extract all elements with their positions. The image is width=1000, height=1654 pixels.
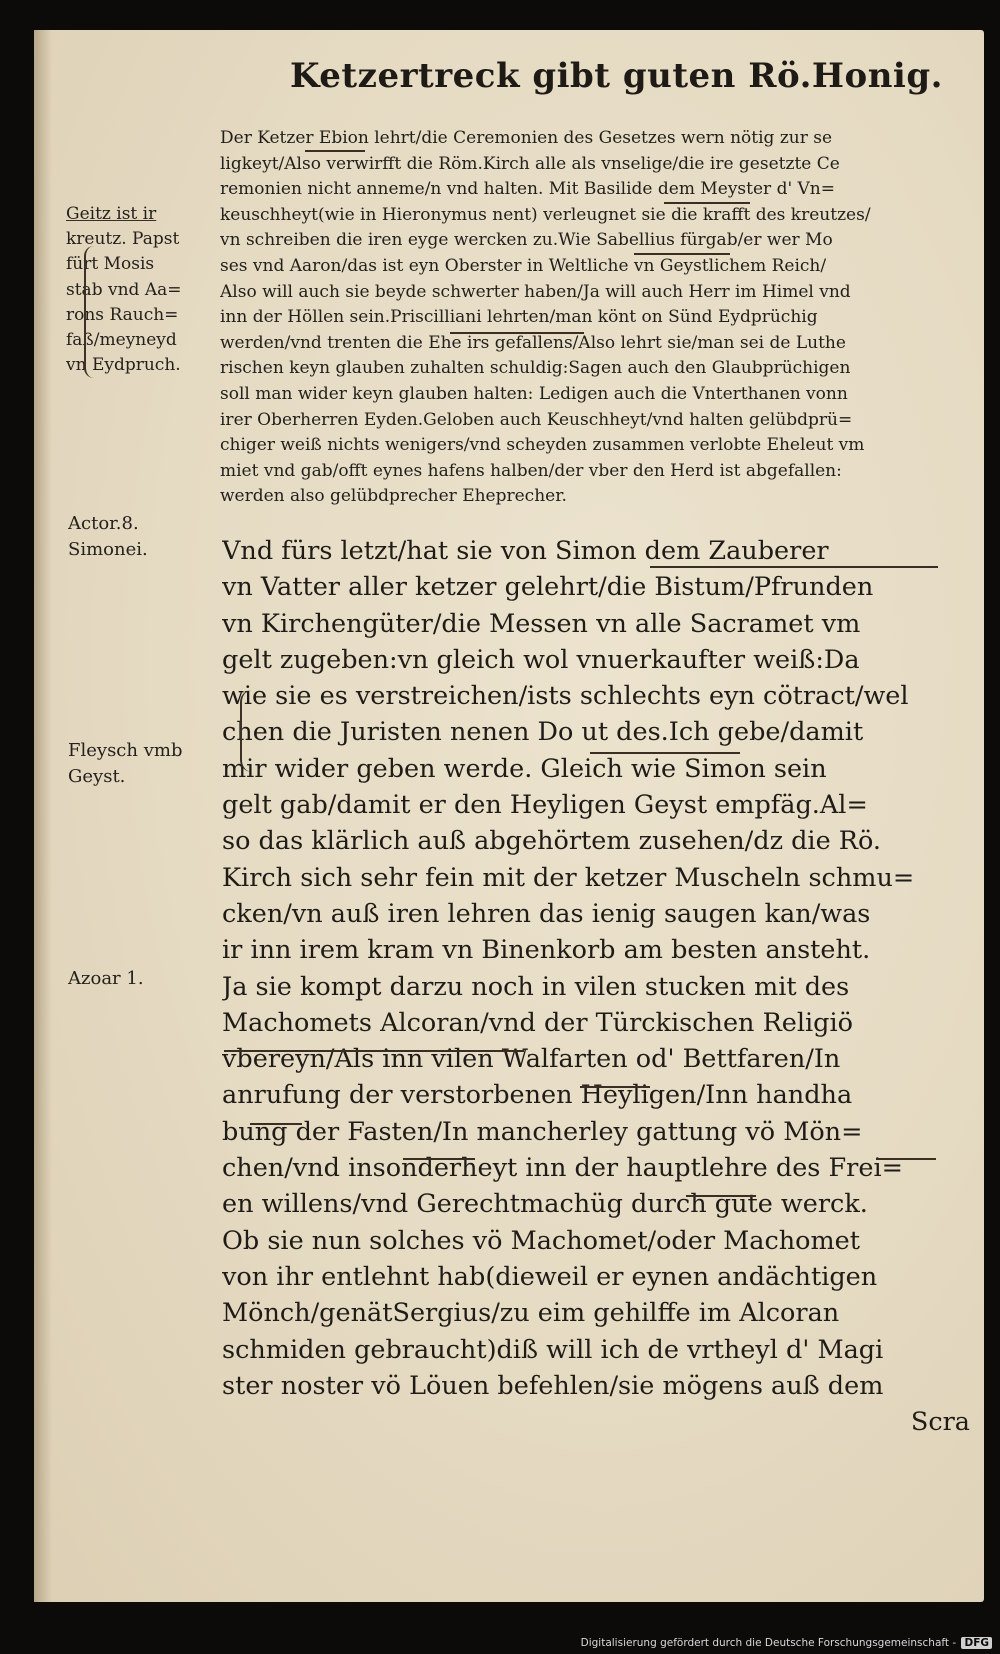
handwritten-brace: [240, 690, 252, 772]
ink-underline-ebion: [305, 150, 365, 152]
text-line: Vnd fürs letzt/hat sie von Simon dem Zauberer: [222, 536, 829, 566]
text-line: vbereyn/Als inn vilen Walfarten od' Bettfaren/In: [222, 1044, 841, 1075]
text-line: Ja sie kompt darzu noch in vilen stucken mit des: [222, 971, 850, 1002]
ink-underline-haupt: [686, 1195, 756, 1197]
text-line: vn Kirchengüter/die Messen vn alle Sacramet vm: [222, 608, 861, 639]
text-line: soll man wider keyn glauben halten: Ledigen auch die Vnterthanen vonn: [220, 383, 848, 404]
ink-underline-moenchen: [876, 1158, 936, 1160]
text-line: keuschheyt(wie in Hieronymus nent) verleugnet sie die krafft des kreutzes/: [220, 204, 871, 225]
text-line: von ihr entlehnt hab(dieweil er eynen andächtigen: [222, 1261, 878, 1292]
text-line: ir inn irem kram vn Binenkorb am besten ansteht.: [222, 935, 871, 966]
text-line: Mönch/genätSergius/zu eim gehilffe im Alcoran: [222, 1298, 840, 1329]
text-line: chen/vnd insonderheyt inn der hauptlehre des Frei=: [222, 1153, 903, 1184]
text-line: Der Ketzer Ebion lehrt/die Ceremonien des Gesetzes wern nötig zur se: [220, 128, 833, 148]
text-line: inn der Höllen sein.Priscilliani lehrten/man könt on Sünd Eydprüchig: [220, 307, 818, 328]
text-line: gelt gab/damit er den Heyligen Geyst empfäg.Al=: [222, 790, 868, 821]
text-line: werden/vnd trenten die Ehe irs gefallens/Also lehrt sie/man sei de Luthe: [220, 332, 846, 353]
text-line: chiger weiß nichts wenigers/vnd scheyden zusammen verlobte Eheleut vm: [220, 435, 865, 456]
marginal-note-fleysch: [68, 738, 228, 790]
text-line: ligkeyt/Also verwirfft die Röm.Kirch alle als vnselige/die ire gesetzte Ce: [220, 153, 840, 174]
ink-underline-priscilliani: [450, 332, 584, 334]
marginal-note-actor: [68, 511, 228, 563]
ink-underline-fasten: [403, 1158, 475, 1160]
dfg-logo: DFG: [961, 1637, 992, 1649]
marginal-line: fürt Mosis: [66, 254, 155, 275]
ink-underline-sabellius: [634, 253, 730, 255]
marginal-line: Simonei.: [68, 539, 148, 560]
marginal-line: stab vnd Aa=: [66, 279, 182, 300]
marginal-line: vn Eydpruch.: [66, 355, 181, 376]
marginal-note-azoar: [68, 966, 228, 992]
text-line: Also will auch sie beyde schwerter haben/Ja will auch Herr im Himel vnd: [220, 281, 851, 302]
text-line: vn Vatter aller ketzer gelehrt/die Bistum/Pfrunden: [222, 572, 874, 603]
text-line: Machomets Alcoran/vnd der Türckischen Religiö: [222, 1007, 854, 1038]
text-line: gelt zugeben:vn gleich wol vnuerkaufter weiß:Da: [222, 644, 860, 675]
text-line: ses vnd Aaron/das ist eyn Oberster in Weltliche vn Geystlichem Reich/: [220, 255, 827, 276]
marginal-line: faß/meyneyd: [66, 330, 177, 351]
text-line: irer Oberherren Eyden.Geloben auch Keuschheyt/vnd halten gelübdprü=: [220, 409, 853, 430]
footer-credit-text: Digitalisierung gefördert durch die Deutsche Forschungsgemeinschaft -: [580, 1637, 957, 1649]
text-line: ster noster vö Löuen befehlen/sie mögens auß dem: [222, 1370, 884, 1401]
footer-credit: [581, 1637, 992, 1649]
text-line: mir wider geben werde. Gleich wie Simon sein: [222, 753, 827, 784]
text-line: so das klärlich auß abgehörtem zusehen/dz die Rö.: [222, 826, 881, 857]
text-line: wie sie es verstreichen/ists schlechts eyn cötract/wel: [222, 681, 909, 712]
catchword: Scra: [910, 1407, 970, 1438]
main-text-small-block: [220, 126, 970, 510]
marginal-line: Azoar 1.: [68, 968, 144, 989]
running-head: Ketzertreck gibt guten Rö.Honig.: [290, 56, 943, 96]
text-line: en willens/vnd Gerechtmachüg durch gute werck.: [222, 1189, 868, 1220]
ink-underline-basilide: [664, 202, 750, 204]
marginal-line: kreutz. Papst: [66, 229, 180, 250]
text-line: Ob sie nun solches vö Machomet/oder Machomet: [222, 1225, 861, 1256]
text-line: rischen keyn glauben zuhalten schuldig:Sagen auch den Glaubprüchigen: [220, 358, 851, 379]
text-line: cken/vn auß iren lehren das ienig saugen kan/was: [222, 898, 871, 929]
ink-underline-walfarten: [580, 1086, 650, 1088]
text-line: Kirch sich sehr fein mit der ketzer Muscheln schmu=: [222, 862, 915, 893]
ink-underline-machomets: [224, 1050, 524, 1052]
text-line: miet vnd gab/offt eynes hafens halben/der vber den Herd ist abgefallen:: [220, 460, 842, 481]
marginal-line: Geyst.: [68, 766, 126, 787]
text-line: schmiden gebraucht)diß will ich de vrtheyl d' Magi: [222, 1334, 884, 1365]
ink-underline-simon: [650, 566, 938, 568]
ink-underline-do-ut-des: [590, 752, 740, 754]
marginal-line: Fleysch vmb: [68, 740, 183, 761]
text-line: remonien nicht anneme/n vnd halten. Mit Basilide dem Meyster d' Vn=: [220, 179, 835, 200]
text-line: anrufung der verstorbenen Heyligen/Inn handha: [222, 1080, 853, 1111]
marginal-line: Geitz ist ir: [66, 204, 157, 224]
text-line: vn schreiben die iren eyge wercken zu.Wie Sabellius fürgab/er wer Mo: [220, 230, 833, 251]
marginal-line: rons Rauch=: [66, 304, 179, 325]
text-line: chen die Juristen nenen Do ut des.Ich gebe/damit: [222, 717, 864, 748]
text-line: werden also gelübdprecher Eheprecher.: [220, 486, 567, 507]
marginal-line: Actor.8.: [68, 513, 139, 534]
text-line: bung der Fasten/In mancherley gattung vö Mön=: [222, 1116, 863, 1147]
page-gutter-shadow: [34, 30, 52, 1602]
main-text-large-block: [222, 533, 970, 1440]
handwritten-brace: [84, 246, 96, 378]
ink-underline-anrufung: [250, 1123, 302, 1125]
